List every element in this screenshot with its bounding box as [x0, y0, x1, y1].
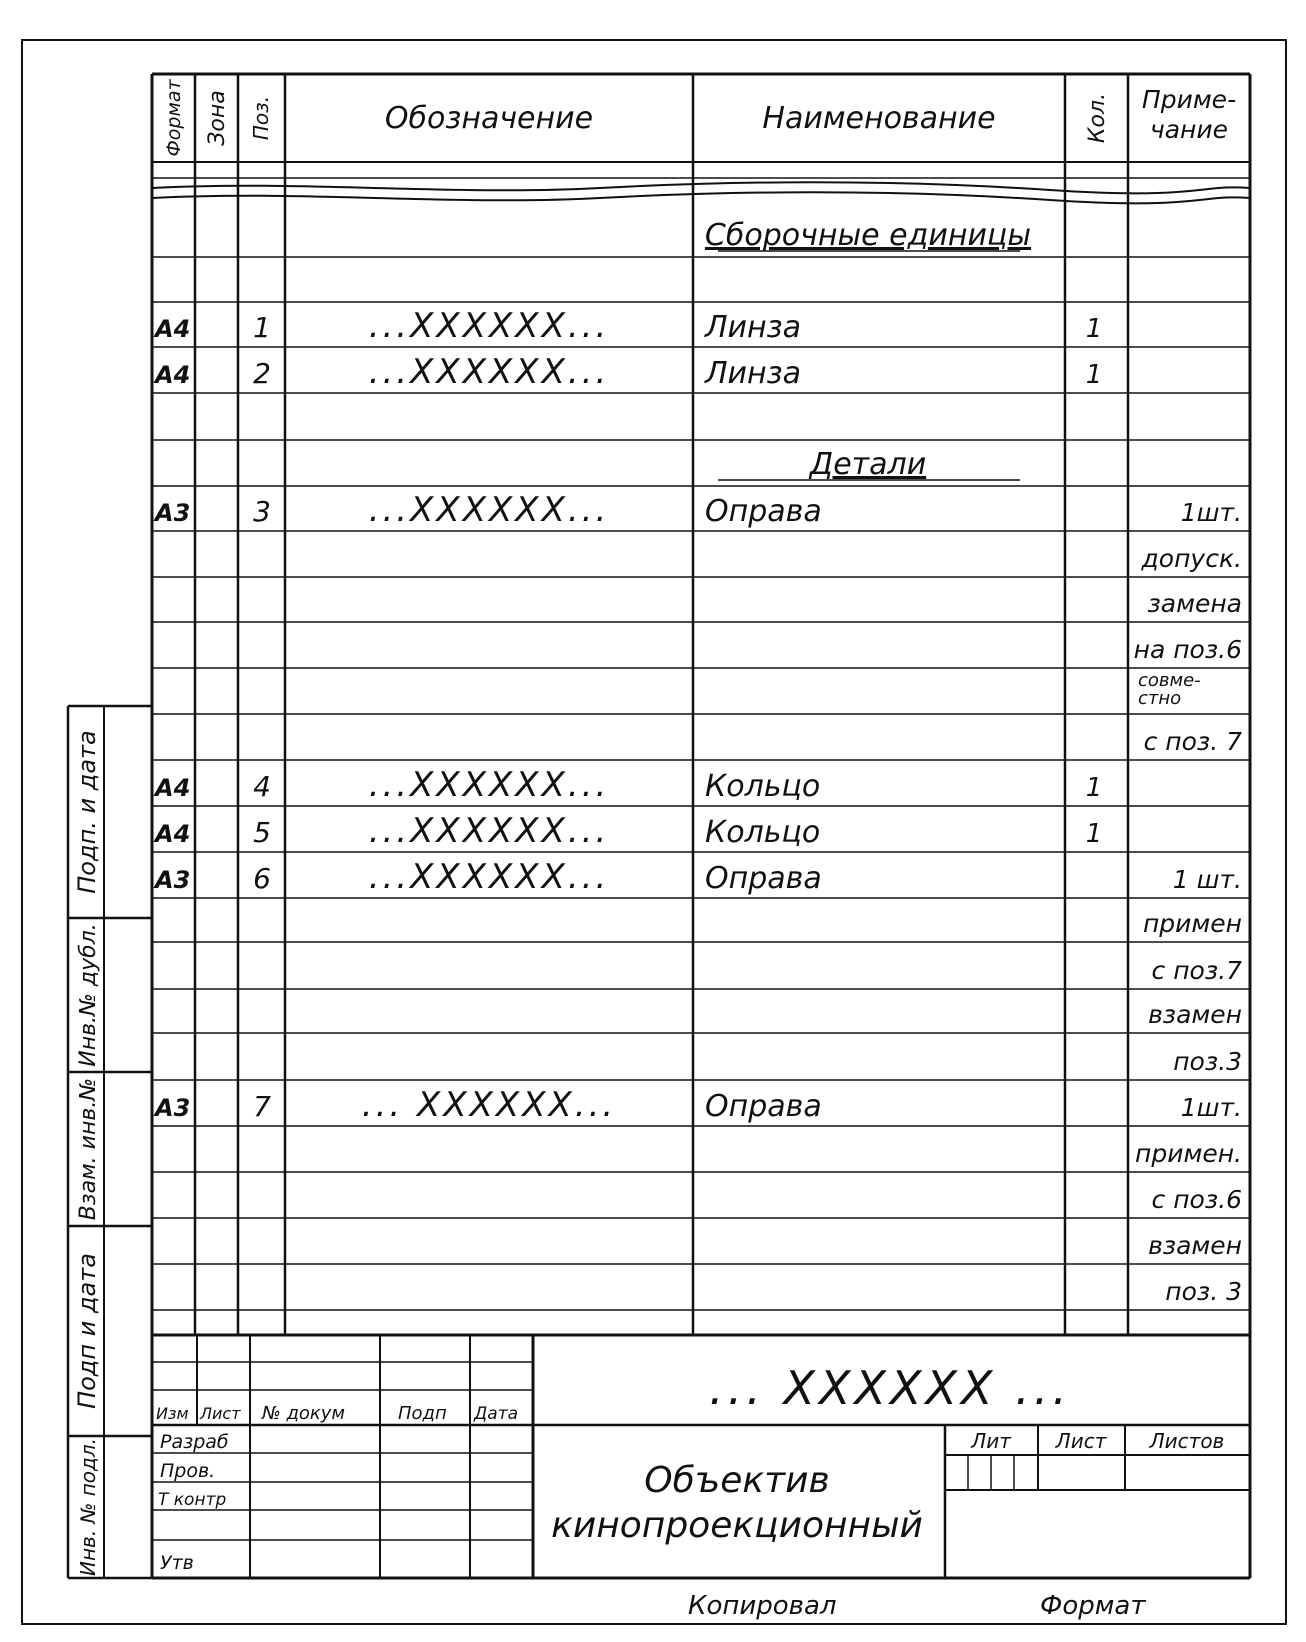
- row-name: Кольцо: [705, 769, 821, 804]
- table-row: [153, 490, 1242, 530]
- table-row: [153, 765, 1102, 805]
- title-sheets: Листов: [1149, 1429, 1225, 1453]
- header-name: Наименование: [762, 101, 996, 136]
- header-pos: Поз.: [249, 95, 273, 141]
- title-col-doc: № докум: [262, 1403, 346, 1424]
- table-row: [1152, 1185, 1242, 1214]
- row-format: А3: [155, 866, 191, 894]
- footer-format: Формат: [1040, 1591, 1146, 1621]
- spec-table-header: [163, 79, 1236, 157]
- table-row: [718, 447, 1020, 482]
- document-name-line2: кинопроекционный: [551, 1505, 923, 1546]
- title-col-sign: Подп: [398, 1403, 447, 1424]
- table-row: [1152, 956, 1243, 985]
- row-designation: ... XXXXXX...: [361, 1085, 617, 1125]
- document-name-line1: Объектив: [644, 1460, 830, 1501]
- row-note: примен.: [1135, 1139, 1242, 1168]
- row-note: взамен: [1148, 1231, 1242, 1260]
- row-note: 1шт.: [1180, 498, 1242, 527]
- row-designation: ...XXXXXX...: [368, 306, 610, 346]
- side-replace-inv: Взам. инв.№: [76, 1077, 101, 1221]
- row-format: А3: [155, 499, 191, 527]
- row-pos: 7: [253, 1090, 271, 1123]
- header-note-line2: чание: [1149, 115, 1229, 144]
- row-qty: 1: [1085, 773, 1103, 803]
- role-tcontrol: Т контр: [158, 1490, 227, 1510]
- table-row: [1173, 1047, 1242, 1076]
- row-designation: ...XXXXXX...: [368, 490, 610, 530]
- header-designation: Обозначение: [384, 101, 594, 136]
- row-designation: ...XXXXXX...: [368, 857, 610, 897]
- row-note: на поз.6: [1133, 635, 1242, 664]
- table-row: [1148, 1000, 1242, 1029]
- row-pos: 3: [253, 495, 271, 528]
- side-panel: [68, 706, 152, 1578]
- title-block: [152, 1335, 1250, 1578]
- title-col-date: Дата: [474, 1404, 519, 1424]
- table-row: [153, 1085, 1242, 1125]
- section-heading: Детали: [809, 447, 927, 482]
- row-name: Оправа: [705, 494, 822, 529]
- section-heading: Сборочные единицы: [704, 218, 1032, 253]
- table-row: [1143, 909, 1242, 938]
- row-pos: 1: [253, 311, 271, 344]
- footer-copied: Копировал: [688, 1591, 837, 1621]
- row-pos: 4: [253, 770, 271, 803]
- side-sign-date-2: Подп и дата: [73, 1253, 101, 1409]
- row-designation: ...XXXXXX...: [368, 765, 610, 805]
- row-note: поз. 3: [1165, 1277, 1242, 1306]
- row-qty: 1: [1085, 360, 1103, 390]
- row-name: Линза: [705, 356, 802, 391]
- spec-table-grid: [152, 74, 1250, 1335]
- row-pos: 5: [253, 816, 271, 849]
- row-note: допуск.: [1141, 544, 1242, 573]
- row-designation: ...XXXXXX...: [368, 352, 610, 392]
- row-format: А4: [155, 361, 191, 389]
- table-row: [1147, 589, 1242, 618]
- title-col-list: Лист: [200, 1404, 241, 1423]
- row-note: замена: [1147, 589, 1242, 618]
- table-row: [153, 857, 1242, 897]
- row-name: Оправа: [705, 1089, 822, 1124]
- row-qty: 1: [1085, 314, 1103, 344]
- row-note: 1 шт.: [1172, 865, 1242, 894]
- header-note-line1: Приме-: [1141, 85, 1237, 114]
- table-row: [1140, 544, 1242, 573]
- spec-table-rows: [153, 218, 1242, 1306]
- row-format: А3: [155, 1094, 191, 1122]
- row-note: 1шт.: [1180, 1093, 1242, 1122]
- table-row: [1165, 1277, 1242, 1306]
- role-checker: Пров.: [160, 1460, 216, 1482]
- row-note: с поз.6: [1151, 1185, 1242, 1214]
- header-format: Формат: [163, 79, 185, 157]
- title-lit: Лит: [971, 1429, 1011, 1453]
- title-designation: ... XXXXXX ...: [708, 1361, 1072, 1415]
- side-sign-date-1: Подп. и дата: [73, 730, 101, 894]
- table-row: [1134, 635, 1242, 664]
- row-format: А4: [155, 774, 191, 802]
- table-row: [1135, 1139, 1242, 1168]
- side-inv-dup: Инв.№ дубл.: [76, 923, 101, 1067]
- row-note: с поз.7: [1151, 956, 1242, 985]
- row-pos: 6: [253, 862, 271, 895]
- header-zone: Зона: [205, 90, 230, 146]
- row-note: примен: [1142, 909, 1242, 938]
- title-sheet: Лист: [1055, 1429, 1107, 1453]
- role-developer: Разраб: [160, 1431, 229, 1453]
- row-qty: 1: [1085, 819, 1103, 849]
- table-row: [1138, 670, 1201, 709]
- table-row: [1144, 727, 1243, 756]
- row-note: поз.3: [1173, 1047, 1242, 1076]
- row-name: Линза: [705, 310, 802, 345]
- row-pos: 2: [253, 357, 271, 390]
- table-row: [705, 218, 1031, 253]
- row-name: Оправа: [705, 861, 822, 896]
- table-row: [1148, 1231, 1242, 1260]
- role-approve: Утв: [160, 1552, 194, 1574]
- row-note: совме-стно: [1138, 670, 1201, 709]
- row-designation: ...XXXXXX...: [368, 811, 610, 851]
- row-note: взамен: [1148, 1000, 1242, 1029]
- row-format: А4: [155, 315, 191, 343]
- header-qty: Кол.: [1085, 92, 1110, 144]
- title-col-izm: Изм: [156, 1404, 189, 1423]
- row-format: А4: [155, 820, 191, 848]
- table-row: [153, 811, 1102, 851]
- side-inv-orig: Инв. № подл.: [76, 1438, 100, 1576]
- row-note: с поз. 7: [1143, 727, 1242, 756]
- table-row: [153, 352, 1102, 392]
- table-row: [153, 306, 1102, 346]
- row-name: Кольцо: [705, 815, 821, 850]
